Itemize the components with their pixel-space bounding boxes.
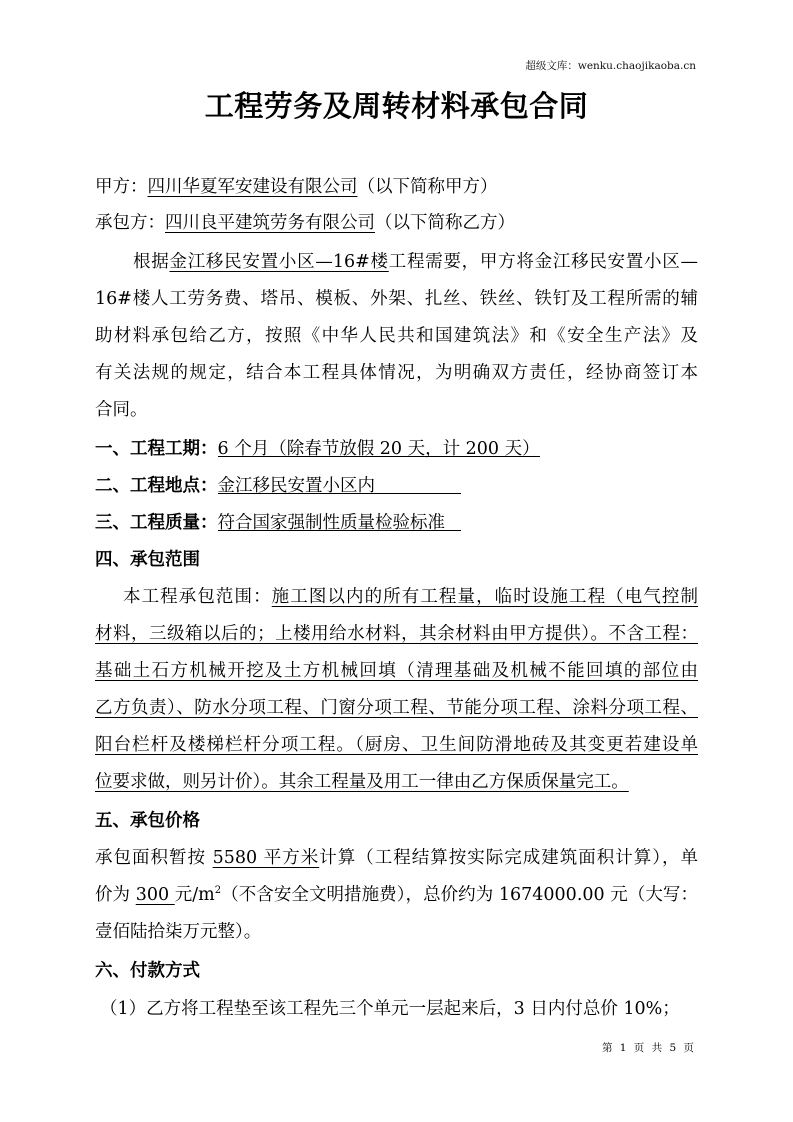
- payment-item-1: （1）乙方将工程垫至该工程先三个单元一层起来后，3 日内付总价 10%；: [100, 999, 680, 1019]
- intro-line-5: 合同。: [95, 400, 148, 420]
- intro-text: 根据: [133, 252, 170, 272]
- scope-line-4: 乙方负责）、防水分项工程、门窗分项工程、节能分项工程、涂料分项工程、: [95, 698, 698, 718]
- party-b-line: [95, 210, 698, 236]
- price-line-2: [95, 882, 698, 908]
- party-b-suffix: （以下简称乙方）: [375, 213, 515, 233]
- unit-label: 元/m: [174, 885, 215, 905]
- section-location-value: 金江移民安置小区内: [217, 476, 375, 496]
- scope-text: 本工程承包范围：: [123, 587, 272, 607]
- party-a-name: 四川华夏军安建设有限公司: [147, 177, 358, 197]
- section-duration-value: 6 个月（除春节放假 20 天，计 200 天）: [217, 439, 540, 459]
- section-price-heading: 五、承包价格: [95, 811, 200, 831]
- scope-line-6: 位要求做，则另计价）。其余工程量及用工一律由乙方保质保量完工。: [95, 772, 629, 792]
- scope-line-2: 材料，三级箱以后的；上楼用给水材料，其余材料由甲方提供）。不含工程：: [95, 624, 698, 644]
- party-a-line: [95, 174, 698, 200]
- document-title: 工程劳务及周转材料承包合同: [204, 89, 589, 123]
- header-note: 超级文库：wenku.chaojikaoba.cn: [525, 60, 696, 72]
- section-duration-label: 一、工程工期：: [95, 439, 218, 459]
- section-payment-heading: 六、付款方式: [95, 961, 200, 981]
- intro-line-2: 16#楼人工劳务费、塔吊、模板、外架、扎丝、铁丝、铁钉及工程所需的辅: [95, 289, 698, 309]
- section-location-label: 二、工程地点：: [95, 476, 218, 496]
- scope-line-3: 基础土石方机械开挖及土方机械回填（清理基础及机械不能回填的部位由: [95, 661, 698, 681]
- intro-line-4: 有关法规的规定，结合本工程具体情况，为明确双方责任，经协商签订本: [95, 363, 698, 383]
- price-line-1: [95, 845, 698, 871]
- price-line-3: 壹佰陆拾柒万元整）。: [95, 922, 262, 942]
- price-text: 计算（工程结算按实际完成建筑面积计算），单: [319, 848, 699, 868]
- section-scope-heading: 四、承包范围: [95, 550, 200, 570]
- section-duration: [95, 436, 698, 462]
- section-location: [95, 473, 698, 499]
- page-number: 第 1 页 共 5 页: [601, 1042, 696, 1054]
- party-b-label: 承包方：: [95, 213, 165, 233]
- price-text: （不含安全文明措施费），总价约为 1674000.00 元（大写：: [221, 885, 698, 905]
- section-quality-label: 三、工程质量：: [95, 513, 218, 533]
- unit-price-value: 300: [135, 885, 175, 905]
- intro-line-1: [133, 249, 698, 275]
- scope-text: 施工图以内的所有工程量，临时设施工程（电气控制: [271, 587, 699, 607]
- section-quality: [95, 510, 698, 536]
- area-value: 5580 平方米: [212, 848, 320, 868]
- unit-superscript: 2: [214, 885, 222, 897]
- section-quality-value: 符合国家强制性质量检验标准: [217, 513, 445, 533]
- price-text: 承包面积暂按: [95, 848, 213, 868]
- intro-line-3: 助材料承包给乙方，按照《中华人民共和国建筑法》和《安全生产法》及: [95, 326, 698, 346]
- project-name: 金江移民安置小区—16#楼: [169, 252, 389, 272]
- party-b-name: 四川良平建筑劳务有限公司: [165, 213, 375, 233]
- scope-line-1: [123, 584, 698, 610]
- intro-text: 工程需要，甲方将金江移民安置小区—: [388, 252, 698, 272]
- price-text: 价为: [95, 885, 136, 905]
- scope-line-5: 阳台栏杆及楼梯栏杆分项工程。（厨房、卫生间防滑地砖及其变更若建设单: [95, 735, 698, 755]
- party-a-label: 甲方：: [95, 177, 148, 197]
- party-a-suffix: （以下简称甲方）: [357, 177, 498, 197]
